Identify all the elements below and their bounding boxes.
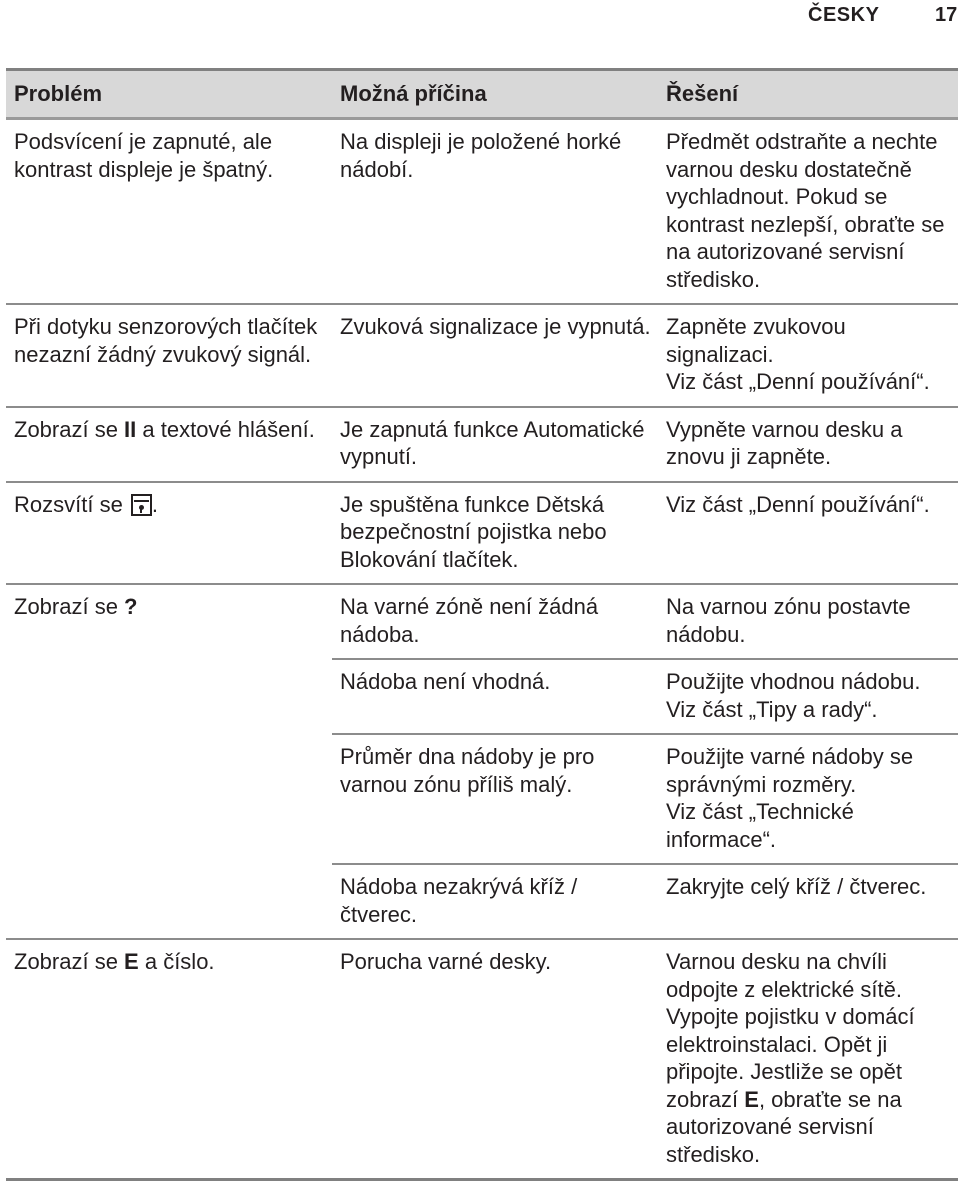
solution-reference: Viz část „Tipy a rady“. bbox=[666, 696, 878, 722]
column-header-cause: Možná příčina bbox=[332, 70, 658, 119]
solution-cell bbox=[658, 939, 958, 1180]
problem-cell-empty bbox=[6, 864, 332, 939]
solution-cell: Zakryjte celý kříž / čtverec. bbox=[658, 864, 958, 939]
solution-cell: Na varnou zónu postavte nádobu. bbox=[658, 584, 958, 659]
error-symbol: E bbox=[744, 1086, 759, 1112]
solution-cell bbox=[658, 304, 958, 407]
solution-cell bbox=[658, 734, 958, 864]
table-row bbox=[6, 304, 958, 407]
solution-reference: Viz část „Technické informace“. bbox=[666, 799, 854, 852]
cause-cell: Na varné zóně není žádná nádoba. bbox=[332, 584, 658, 659]
troubleshooting-table bbox=[6, 68, 958, 1181]
problem-text: Zobrazí se bbox=[14, 594, 125, 619]
table-row bbox=[6, 407, 958, 482]
solution-text: Použijte vhodnou nádobu. bbox=[666, 669, 921, 694]
table-row bbox=[6, 119, 958, 305]
problem-text: Zobrazí se bbox=[14, 949, 125, 974]
problem-text: a textové hlášení. bbox=[136, 416, 315, 442]
solution-text: Zapněte zvukovou signalizaci. bbox=[666, 314, 846, 367]
cause-cell: Zvuková signalizace je vypnutá. bbox=[332, 304, 658, 407]
problem-cell bbox=[6, 939, 332, 1180]
column-header-problem: Problém bbox=[6, 70, 332, 119]
table-row bbox=[6, 584, 958, 659]
cause-cell: Porucha varné desky. bbox=[332, 939, 658, 1180]
problem-cell: Při dotyku senzorových tlačítek nezazní žádný zvukový signál. bbox=[6, 304, 332, 407]
table-row bbox=[6, 939, 958, 1180]
page-header bbox=[0, 0, 960, 40]
solution-cell: Viz část „Denní používání“. bbox=[658, 482, 958, 585]
problem-text: . bbox=[151, 491, 159, 517]
cause-cell: Je spuštěna funkce Dětská bezpečnostní pojistka nebo Blokování tlačítek. bbox=[332, 482, 658, 585]
solution-cell bbox=[658, 659, 958, 734]
cause-cell: Nádoba není vhodná. bbox=[332, 659, 658, 734]
page-number: 17 bbox=[935, 4, 958, 26]
solution-text: , obraťte se na autorizované servisní středisko. bbox=[666, 1086, 902, 1167]
problem-cell-empty bbox=[6, 659, 332, 734]
table-row bbox=[6, 734, 958, 864]
cause-cell: Je zapnutá funkce Automatické vypnutí. bbox=[332, 407, 658, 482]
solution-cell: Předmět odstraňte a nechte varnou desku dostatečně vychladnout. Pokud se kontrast nezlepší, obraťte se na autorizované servisní středisko. bbox=[666, 129, 945, 292]
problem-cell: Podsvícení je zapnuté, ale kontrast displeje je špatný. bbox=[14, 129, 274, 182]
solution-reference: Viz část „Denní používání“. bbox=[666, 369, 930, 394]
question-symbol: ? bbox=[124, 594, 138, 619]
cause-cell: Průměr dna nádoby je pro varnou zónu příliš malý. bbox=[332, 734, 658, 864]
problem-cell bbox=[6, 407, 332, 482]
problem-text: a číslo. bbox=[138, 949, 215, 974]
table-row bbox=[6, 864, 958, 939]
problem-text: Zobrazí se bbox=[14, 416, 125, 442]
solution-text: Varnou desku na chvíli odpojte z elektrické sítě. Vypojte pojistku v domácí elektroinstalaci. Opět ji připojte. Jestliže se opět zobrazí bbox=[666, 949, 915, 1112]
table-row bbox=[6, 659, 958, 734]
problem-cell bbox=[6, 584, 332, 659]
pause-symbol: II bbox=[124, 416, 137, 442]
cause-cell: Na displeji je položené horké nádobí. bbox=[340, 129, 622, 182]
problem-cell bbox=[6, 482, 332, 585]
solution-cell: Vypněte varnou desku a znovu ji zapněte. bbox=[658, 407, 958, 482]
language-label: ČESKY bbox=[808, 4, 880, 26]
lock-icon bbox=[131, 494, 152, 516]
error-symbol: E bbox=[124, 949, 139, 974]
problem-cell-empty bbox=[6, 734, 332, 864]
cause-cell: Nádoba nezakrývá kříž / čtverec. bbox=[332, 864, 658, 939]
table-row bbox=[6, 482, 958, 585]
solution-text: Použijte varné nádoby se správnými rozměry. bbox=[666, 744, 914, 797]
table-header-row bbox=[6, 70, 958, 119]
column-header-solution: Řešení bbox=[658, 70, 958, 119]
problem-text: Rozsvítí se bbox=[14, 491, 129, 517]
